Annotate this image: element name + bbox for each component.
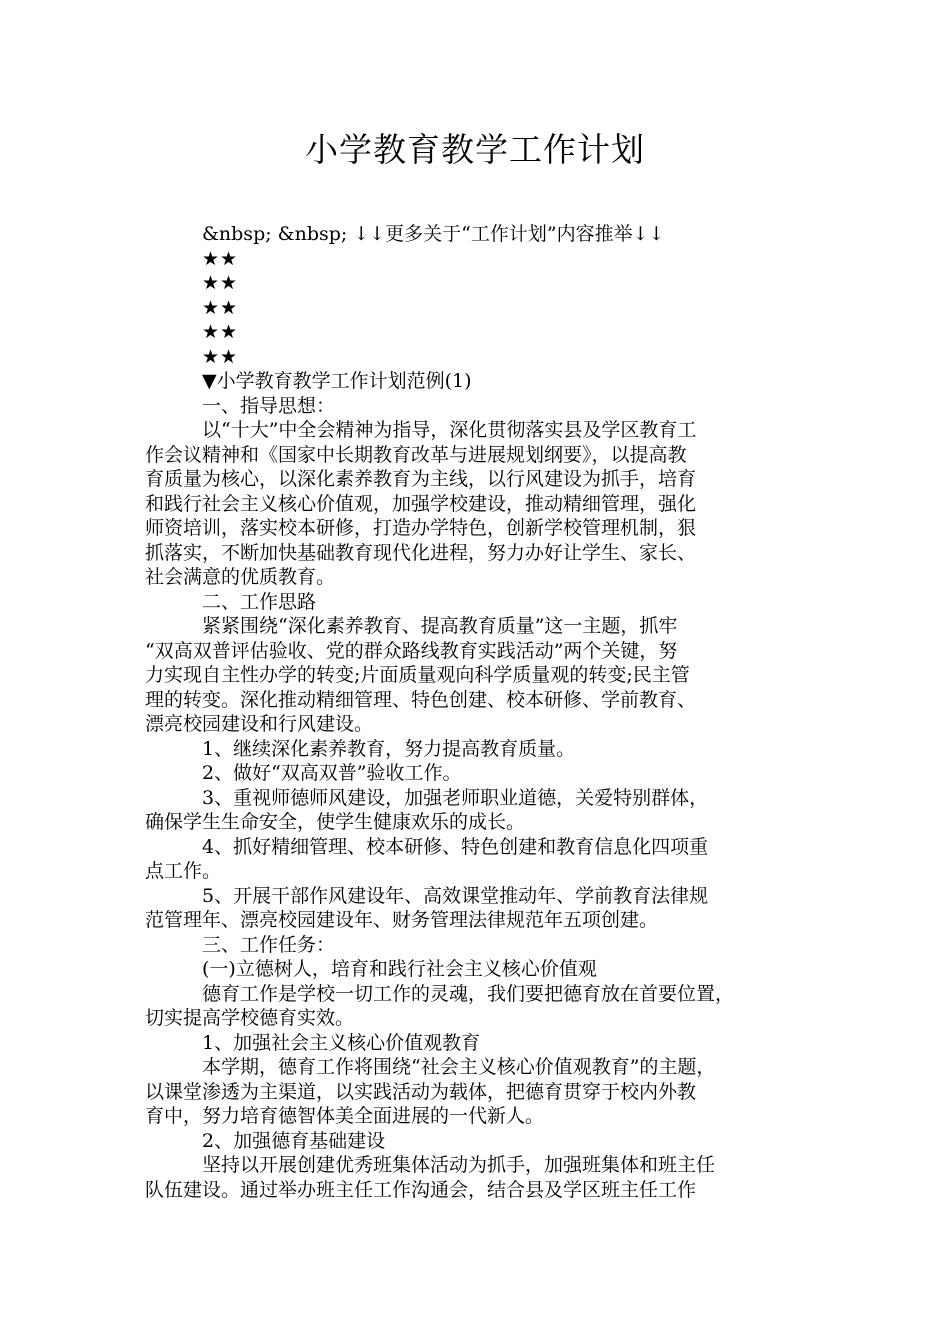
list-item: 1、加强社会主义核心价值观教育 [202,1031,481,1054]
list-item-continued: 确保学生生命安全，使学生健康欢乐的成长。 [145,811,526,833]
star-row: ★★ [202,247,239,270]
recommend-line: &nbsp; &nbsp; ↓↓更多关于“工作计划”内容推举↓↓ [202,223,665,245]
paragraph-line: 切实提高学校德育实效。 [145,1007,355,1029]
paragraph-line: 坚持以开展创建优秀班集体活动为抓手，加强班集体和班主任 [202,1154,716,1176]
document-title: 小学教育教学工作计划 [305,130,645,169]
paragraph-line: 和践行社会主义核心价值观，加强学校建设，推动精细管理，强化 [145,492,697,515]
list-item: 5、开展干部作风建设年、高效课堂推动年、学前教育法律规 [202,884,709,907]
list-item: 1、继续深化素养教育，努力提高教育质量。 [202,737,576,760]
paragraph-line: 育中，努力培育德智体美全面进展的一代新人。 [145,1105,545,1127]
star-row: ★★ [202,345,239,368]
paragraph-line: 理的转变。深化推动精细管理、特色创建、校本研修、学前教育、 [145,688,697,711]
paragraph-line: 育质量为核心，以深化素养教育为主线，以行风建设为抓手，培育 [145,468,697,490]
list-item: 3、重视师德师风建设，加强老师职业道德，关爱特别群体， [202,786,709,809]
paragraph-line: 师资培训，落实校本研修，打造办学特色，创新学校管理机制，狠 [145,517,697,539]
section-heading: 三、工作任务： [202,933,336,956]
paragraph-line: “双高双普评估验收、党的群众路线教育实践活动”两个关键，努 [145,639,678,662]
paragraph-line: 漂亮校园建设和行风建设。 [145,713,374,735]
paragraph-line: 抓落实，不断加快基础教育现代化进程，努力办好让学生、家长、 [145,541,697,564]
paragraph-line: 本学期，德育工作将围绕“社会主义核心价值观教育”的主题， [202,1056,716,1078]
paragraph-line: 社会满意的优质教育。 [145,566,336,588]
paragraph-line: 作会议精神和《国家中长期教育改革与进展规划纲要》，以提高教 [145,443,687,466]
paragraph-line: 队伍建设。通过举办班主任工作沟通会，结合县及学区班主任工作 [145,1178,697,1201]
example-heading: ▼小学教育教学工作计划范例(1) [202,370,472,392]
document-body [145,222,805,1202]
section-heading: 二、工作思路 [202,590,317,613]
paragraph-line: 以课堂渗透为主渠道，以实践活动为载体，把德育贯穿于校内外教 [145,1080,697,1103]
list-item: 2、做好“双高双普”验收工作。 [202,762,462,784]
paragraph-line: 紧紧围绕“深化素养教育、提高教育质量”这一主题，抓牢 [202,615,678,637]
paragraph-line: 德育工作是学校一切工作的灵魂，我们要把德育放在首要位置， [202,982,735,1005]
list-item-continued: 范管理年、漂亮校园建设年、财务管理法律规范年五项创建。 [145,909,659,931]
star-row: ★★ [202,321,239,343]
list-item: 2、加强德育基础建设 [202,1129,386,1152]
paragraph-line: 以“十大”中全会精神为指导，深化贯彻落实县及学区教育工 [202,419,697,441]
paragraph-line: 力实现自主性办学的转变;片面质量观向科学质量观的转变;民主管 [145,664,690,686]
star-row: ★★ [202,272,239,294]
section-heading: 一、指导思想： [202,394,336,417]
list-item: 4、抓好精细管理、校本研修、特色创建和教育信息化四项重 [202,835,709,858]
star-row: ★★ [202,296,239,319]
subsection-heading: (一)立德树人，培育和践行社会主义核心价值观 [202,958,597,980]
list-item-continued: 点工作。 [145,860,222,882]
